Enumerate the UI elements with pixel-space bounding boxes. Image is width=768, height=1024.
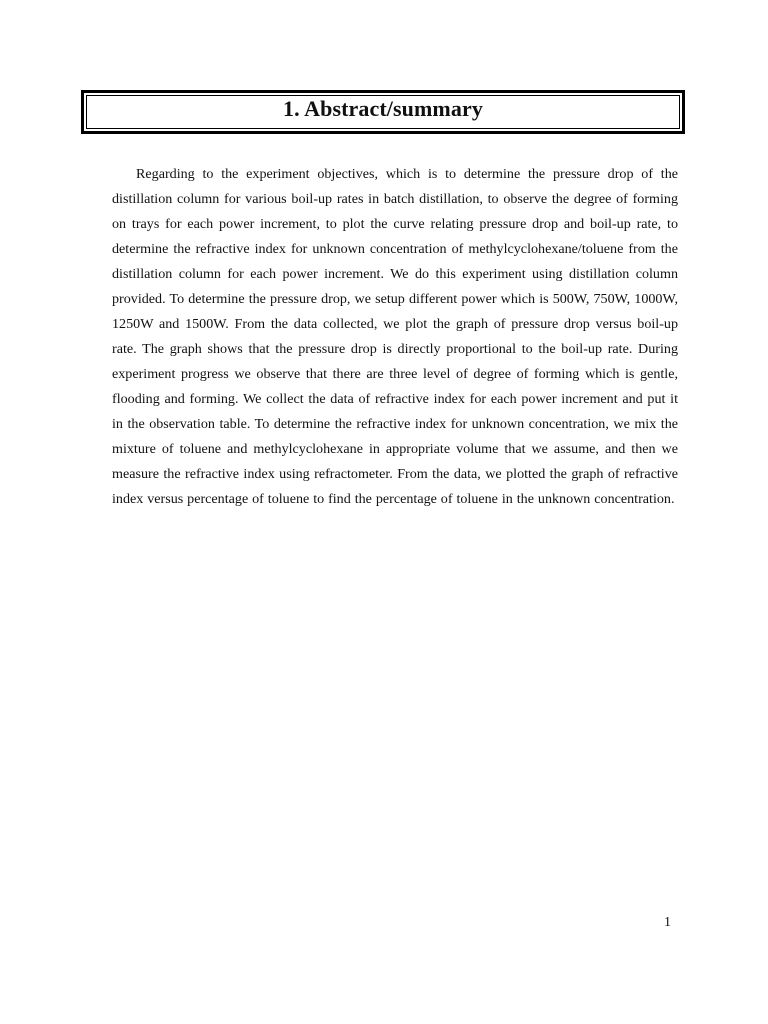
abstract-paragraph: Regarding to the experiment objectives, which is to determine the pressure drop of the distillation column for various boil-up rates in batch distillation, to observe the degree of forming on trays for each power increment, to plot the curve relating pressure drop and boil-up rate, to determine the refractive index for unknown concentration of methylcyclohexane/toluene from the distillation column for each power increment. We do this experiment using distillation column provided. To determine the pressure drop, we setup different power which is 500W, 750W, 1000W, 1250W and 1500W. From the data collected, we plot the graph of pressure drop versus boil-up rate. The graph shows that the pressure drop is directly proportional to the boil-up rate. During experiment progress we observe that there are three level of degree of forming which is gentle, flooding and forming. We collect the data of refractive index for each power increment and put it in the observation table. To determine the refractive index for unknown concentration, we mix the mixture of toluene and methylcyclohexane in appropriate volume that we assume, and then we measure the refractive index using refractometer. From the data, we plotted the graph of refractive index versus percentage of toluene to find the percentage of toluene in the unknown concentration. — [112, 166, 678, 507]
page-number: 1 — [664, 915, 671, 930]
section-heading: 1. Abstract/summary — [283, 96, 483, 121]
section-heading-box — [81, 90, 685, 134]
